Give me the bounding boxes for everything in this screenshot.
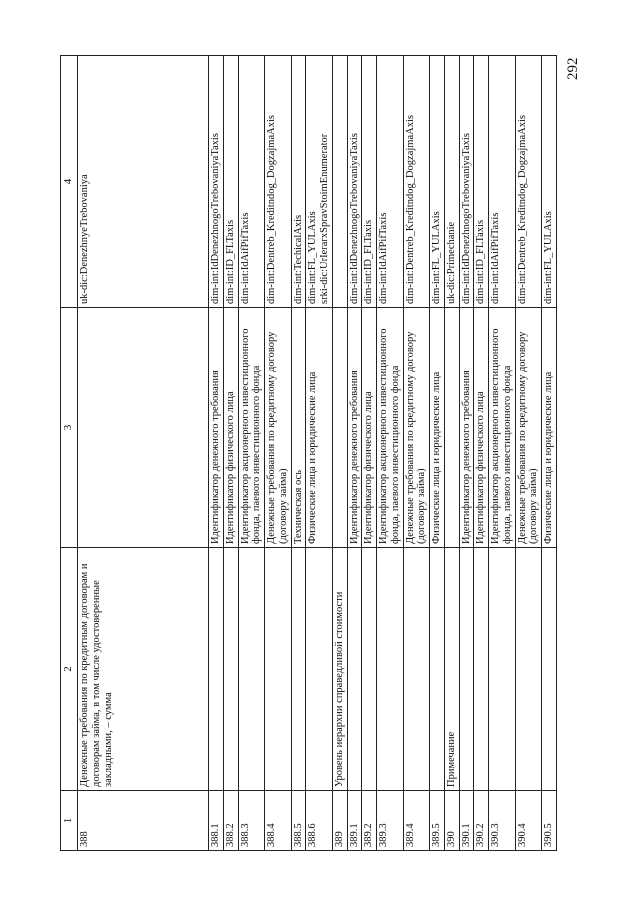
code-line: dim-int:FL_YULAxis — [543, 211, 554, 304]
row-number-cell: 388 — [78, 791, 209, 851]
table-row — [362, 56, 377, 851]
row-name-cell — [291, 548, 306, 791]
row-code-cell — [347, 56, 362, 308]
row-number-cell: 390.1 — [459, 791, 474, 851]
row-code-cell — [377, 56, 404, 308]
code-line: dim-int:ID_FLTaxis — [363, 219, 375, 304]
row-number-cell: 388.6 — [306, 791, 333, 851]
row-number-cell: 389.5 — [430, 791, 445, 851]
code-line: dim-int:Dentreb_Kreditndog_DogzajmaAxis — [516, 115, 528, 304]
row-number-cell: 390 — [444, 791, 459, 851]
code-line: dim-int:ID_FLTaxis — [475, 219, 487, 304]
row-name-cell — [209, 548, 224, 791]
table-row — [430, 56, 445, 851]
row-dimension-label-cell: Идентификатор физического лица — [223, 308, 238, 548]
row-name-cell — [489, 548, 516, 791]
row-number-cell: 388.1 — [209, 791, 224, 851]
code-line: dim-int:IdAifPifTaxis — [490, 212, 501, 304]
row-code-cell — [306, 56, 333, 308]
row-dimension-label-cell: Физические лица и юридические лица — [542, 308, 557, 548]
row-code-cell — [430, 56, 445, 308]
row-number-cell: 389.4 — [403, 791, 430, 851]
code-line: uk-dic:DenezhnyeTrebovaniya — [79, 174, 90, 304]
code-line: dim-int:Dentreb_Kreditndog_DogzajmaAxis — [404, 115, 416, 304]
row-dimension-label-cell: Идентификатор денежного требования — [347, 308, 362, 548]
table-body — [78, 56, 557, 851]
row-name-cell — [515, 548, 542, 791]
row-number-cell: 388.4 — [265, 791, 292, 851]
table-row — [332, 56, 347, 851]
row-dimension-label-cell: Денежные требования по кредитному договору (договору займа) — [403, 308, 430, 548]
header-cell: 4 — [61, 56, 78, 308]
row-code-cell — [474, 56, 489, 308]
row-code-cell — [515, 56, 542, 308]
row-code-cell — [265, 56, 292, 308]
row-name-cell — [474, 548, 489, 791]
row-dimension-label-cell: Идентификатор акционерного инвестиционного фонда, паевого инвестиционного фонда — [238, 308, 265, 548]
row-dimension-label-cell: Денежные требования по кредитному договору (договору займа) — [265, 308, 292, 548]
row-code-cell — [332, 56, 347, 308]
table-row — [78, 56, 209, 851]
row-dimension-label-cell: Идентификатор акционерного инвестиционного фонда, паевого инвестиционного фонда — [377, 308, 404, 548]
table-row — [403, 56, 430, 851]
table-row — [515, 56, 542, 851]
code-line: dim-int:FL_YULAxis — [431, 211, 442, 304]
code-line: dim-int:TechicalAxis — [292, 214, 304, 304]
row-number-cell: 388.2 — [223, 791, 238, 851]
code-line: dim-int:FL_YULAxis — [307, 211, 319, 304]
row-code-cell — [542, 56, 557, 308]
table-row — [489, 56, 516, 851]
row-code-cell — [489, 56, 516, 308]
header-cell: 1 — [61, 791, 78, 851]
row-dimension-label-cell: Идентификатор физического лица — [474, 308, 489, 548]
row-name-cell — [377, 548, 404, 791]
table-row — [291, 56, 306, 851]
row-dimension-label-cell: Идентификатор физического лица — [362, 308, 377, 548]
table-row — [347, 56, 362, 851]
row-code-cell — [403, 56, 430, 308]
code-line: dim-int:IdDenezhnogoTrebovaniyaTaxis — [348, 133, 360, 304]
table-row — [474, 56, 489, 851]
header-cell: 2 — [61, 548, 78, 791]
row-number-cell: 389.2 — [362, 791, 377, 851]
table-row — [223, 56, 238, 851]
row-dimension-label-cell: Идентификатор денежного требования — [209, 308, 224, 548]
row-dimension-label-cell — [444, 308, 459, 548]
row-name-cell — [459, 548, 474, 791]
row-code-cell — [209, 56, 224, 308]
row-name-cell — [306, 548, 333, 791]
row-number-cell: 388.3 — [238, 791, 265, 851]
code-line: uk-dic:Primechanie — [445, 221, 457, 304]
row-name-cell — [430, 548, 445, 791]
code-line: dim-int:IdDenezhnogoTrebovaniyaTaxis — [210, 133, 221, 304]
page-number: 292 — [565, 57, 581, 80]
table-row — [377, 56, 404, 851]
row-number-cell: 388.5 — [291, 791, 306, 851]
header-cell: 3 — [61, 308, 78, 548]
row-dimension-label-cell: Идентификатор акционерного инвестиционного фонда, паевого инвестиционного фонда — [489, 308, 516, 548]
table-row — [238, 56, 265, 851]
row-name-cell — [265, 548, 292, 791]
row-name-cell — [403, 548, 430, 791]
row-name-cell — [542, 548, 557, 791]
row-name-cell: Примечание — [444, 548, 459, 791]
row-name-cell — [362, 548, 377, 791]
row-dimension-label-cell: Физические лица и юридические лица — [430, 308, 445, 548]
row-name-cell — [347, 548, 362, 791]
row-name-cell: Денежные требования по кредитным договорам и договорам займа, в том числе удостоверенные закладными, – сумма — [78, 548, 209, 791]
row-number-cell: 389 — [332, 791, 347, 851]
row-number-cell: 389.3 — [377, 791, 404, 851]
code-line: srki-dic:UrIerarxSpravStoimEnumerator — [319, 133, 330, 304]
row-code-cell — [78, 56, 209, 308]
row-dimension-label-cell: Техническая ось — [291, 308, 306, 548]
row-number-cell: 389.1 — [347, 791, 362, 851]
row-dimension-label-cell: Денежные требования по кредитному договору (договору займа) — [515, 308, 542, 548]
row-number-cell: 390.3 — [489, 791, 516, 851]
row-number-cell: 390.4 — [515, 791, 542, 851]
table-row — [459, 56, 474, 851]
table-row — [444, 56, 459, 851]
row-dimension-label-cell: Физические лица и юридические лица — [306, 308, 333, 548]
data-table — [60, 55, 557, 851]
row-code-cell — [291, 56, 306, 308]
row-code-cell — [444, 56, 459, 308]
row-name-cell: Уровень иерархии справедливой стоимости — [332, 548, 347, 791]
row-dimension-label-cell — [332, 308, 347, 548]
code-line: dim-int:ID_FLTaxis — [224, 219, 236, 304]
table-row — [542, 56, 557, 851]
code-line: dim-int:IdDenezhnogoTrebovaniyaTaxis — [460, 133, 472, 304]
code-line: dim-int:Dentreb_Kreditndog_DogzajmaAxis — [266, 115, 277, 304]
row-dimension-label-cell — [78, 308, 209, 548]
row-dimension-label-cell: Идентификатор денежного требования — [459, 308, 474, 548]
code-line: dim-int:IdAifPifTaxis — [239, 212, 251, 304]
row-code-cell — [223, 56, 238, 308]
table-row — [209, 56, 224, 851]
row-code-cell — [362, 56, 377, 308]
row-number-cell: 390.5 — [542, 791, 557, 851]
row-code-cell — [459, 56, 474, 308]
row-number-cell: 390.2 — [474, 791, 489, 851]
row-name-cell — [238, 548, 265, 791]
row-name-cell — [223, 548, 238, 791]
table-row — [306, 56, 333, 851]
code-line: dim-int:IdAifPifTaxis — [378, 212, 389, 304]
table-row — [265, 56, 292, 851]
row-code-cell — [238, 56, 265, 308]
header-row — [61, 56, 78, 851]
rotated-table-container — [60, 56, 554, 851]
